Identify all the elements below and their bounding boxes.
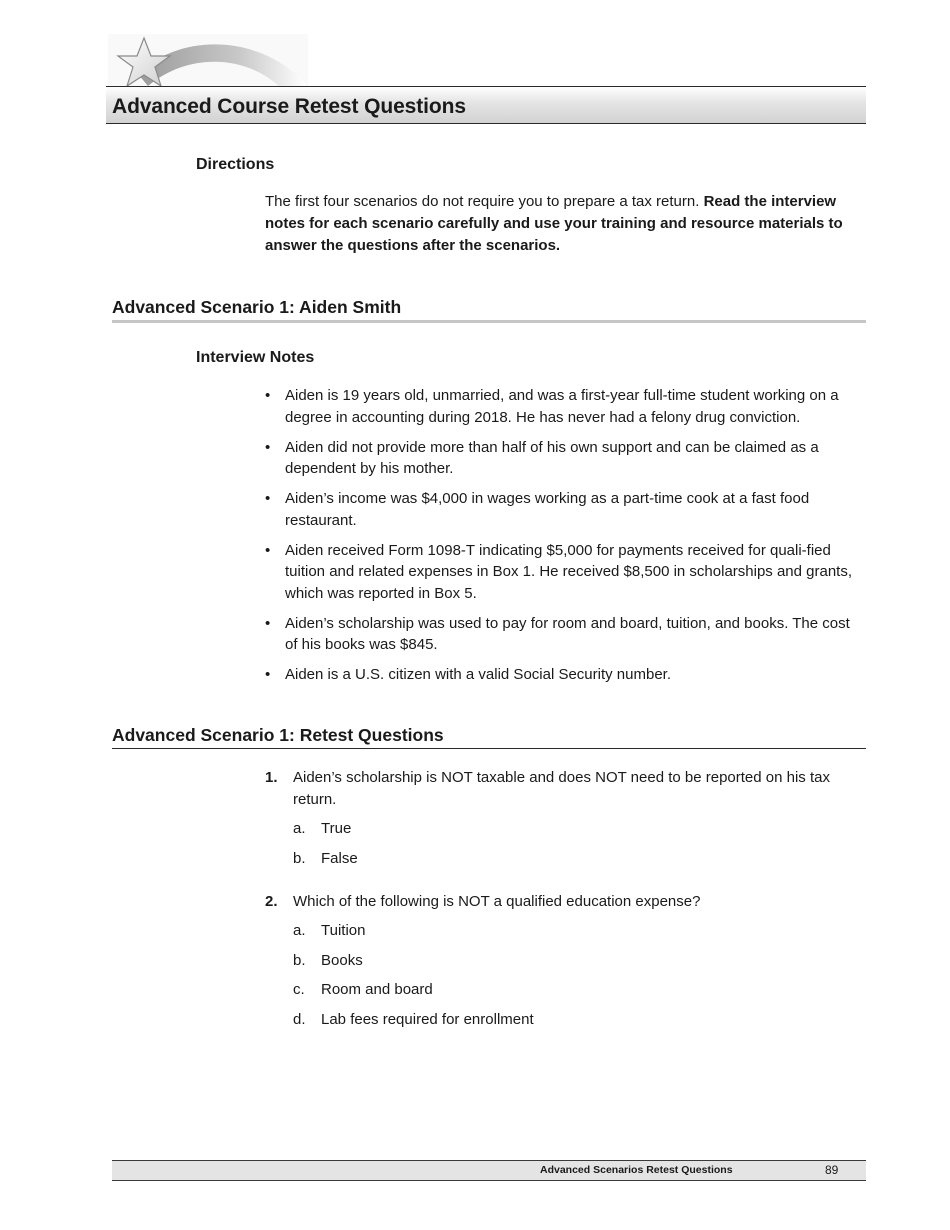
directions-text-plain: The first four scenarios do not require you to prepare a tax return. — [265, 193, 704, 210]
list-item — [265, 540, 865, 605]
answer-option[interactable] — [293, 979, 865, 1009]
question-2 — [265, 891, 865, 1038]
option-text: Tuition — [321, 922, 366, 939]
answer-options — [265, 920, 865, 1038]
option-letter: b. — [293, 849, 306, 867]
interview-notes-list — [265, 385, 865, 694]
option-letter: a. — [293, 820, 306, 837]
footer-bar — [112, 1160, 866, 1181]
option-letter: d. — [293, 1010, 306, 1028]
note-text: Aiden is a U.S. citizen with a valid Social Security number. — [285, 666, 672, 683]
question-text: Which of the following is NOT a qualified education expense? — [293, 893, 701, 910]
question-number: 2. — [265, 893, 278, 910]
note-text: Aiden’s income was $4,000 in wages working as a part-time cook at a fast food restaurant. — [285, 490, 810, 529]
option-text: True — [321, 820, 352, 837]
answer-option[interactable] — [293, 920, 865, 950]
footer-label: Advanced Scenarios Retest Questions — [540, 1164, 733, 1176]
bullet-icon: • — [265, 438, 271, 456]
note-text: Aiden’s scholarship was used to pay for room and board, tuition, and books. The cost of his books was $845. — [285, 614, 850, 653]
option-text: Books — [321, 951, 363, 969]
option-letter: c. — [293, 981, 305, 998]
page-title: Advanced Course Retest Questions — [112, 95, 466, 118]
bullet-icon: • — [265, 387, 271, 404]
list-item — [265, 613, 865, 656]
star-swoosh-logo-icon — [108, 34, 308, 90]
bullet-icon: • — [265, 666, 271, 683]
scenario-heading-rule — [112, 320, 866, 323]
retest-heading-rule — [112, 748, 866, 749]
answer-option[interactable] — [293, 818, 865, 848]
directions-text-bold: Read the interview notes for each scenario carefully and use your training and resource materials to answer the questions after the scenarios. — [265, 193, 843, 254]
page-number: 89 — [825, 1163, 839, 1177]
answer-option[interactable] — [293, 1009, 865, 1039]
note-text: Aiden received Form 1098-T indicating $5,000 for payments received for quali-fied tuition and related expenses in Box 1. He received $8,500 in scholarships and grants, which was reported in Box 5. — [285, 541, 853, 602]
bullet-icon: • — [265, 490, 271, 507]
option-letter: a. — [293, 922, 306, 939]
answer-option[interactable] — [293, 848, 865, 878]
list-item — [265, 488, 865, 531]
scenario-heading: Advanced Scenario 1: Aiden Smith — [112, 297, 402, 317]
directions-heading: Directions — [196, 156, 275, 173]
answer-option[interactable] — [293, 950, 865, 980]
title-bar — [106, 86, 866, 124]
answer-options — [265, 818, 865, 877]
list-item — [265, 437, 865, 480]
list-item — [265, 664, 865, 686]
directions-text — [265, 191, 870, 257]
retest-heading: Advanced Scenario 1: Retest Questions — [112, 725, 444, 745]
option-text: False — [321, 849, 358, 867]
note-text: Aiden did not provide more than half of his own support and can be claimed as a dependent by his mother. — [285, 438, 819, 477]
interview-notes-heading: Interview Notes — [196, 349, 315, 366]
option-text: Room and board — [321, 981, 433, 998]
option-text: Lab fees required for enrollment — [321, 1010, 534, 1028]
bullet-icon: • — [265, 614, 271, 632]
question-1 — [265, 767, 865, 877]
bullet-icon: • — [265, 541, 271, 559]
question-number: 1. — [265, 769, 278, 786]
list-item — [265, 385, 865, 428]
note-text: Aiden is 19 years old, unmarried, and was a first-year full-time student working on a degree in accounting during 2018. He has never had a felony drug conviction. — [285, 387, 839, 426]
question-text: Aiden’s scholarship is NOT taxable and does NOT need to be reported on his tax return. — [293, 769, 830, 808]
option-letter: b. — [293, 951, 306, 969]
